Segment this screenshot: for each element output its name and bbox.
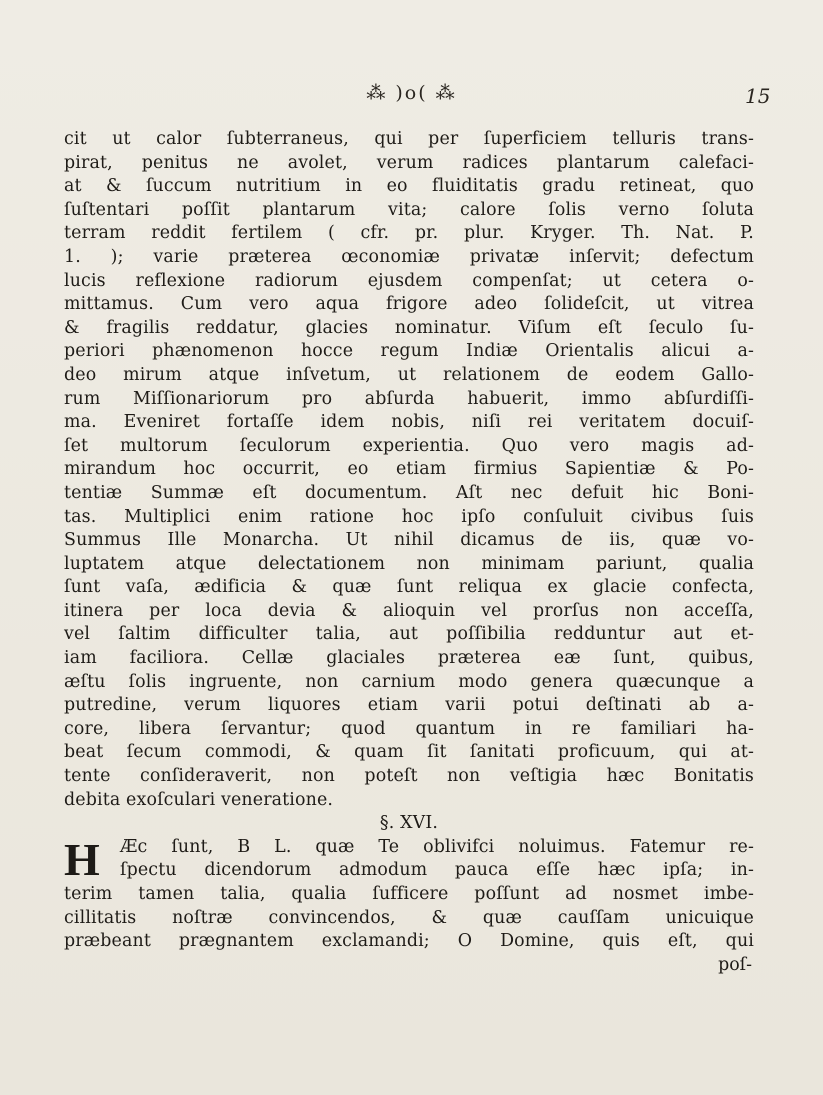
text-line: præbeant prægnantem exclamandi; O Domine, quis eſt, qui [64,931,754,952]
text-line: periori phænomenon hocce regum Indiæ Orientalis alicui a- [64,341,754,362]
text-line: lucis reflexione radiorum ejusdem compenſat; ut cetera o- [64,270,754,291]
text-line: putredine, verum liquores etiam varii potui deſtinati ab a- [64,695,754,716]
text-line: mittamus. Cum vero aqua frigore adeo ſolideſcit, ut vitrea [64,294,754,315]
header-ornament: ⁂ )o( ⁂ [366,82,457,104]
text-line: terim tamen talia, qualia ſufficere poſſunt ad nosmet imbe- [64,884,754,904]
text-line: ſuſtentari poſſit plantarum vita; calore ſolis verno ſoluta [64,199,754,220]
text-line: æſtu ſolis ingruente, non carnium modo genera quæcunque a [64,671,754,692]
section-heading: §. XVI. [379,813,439,834]
text-body [64,128,754,977]
catchword: poſ- [718,954,752,975]
text-line: at & ſuccum nutritium in eo fluiditatis gradu retineat, quo [64,176,754,197]
text-line: ſunt vaſa, ædificia & quæ ſunt reliqua ex glacie confecta, [64,577,754,598]
text-line: core, libera ſervantur; quod quantum in re familiari ha- [64,718,754,739]
text-line: tas. Multiplici enim ratione hoc ipſo conſuluit civibus ſuis [64,506,754,527]
text-line: itinera per loca devia & alioquin vel prorſus non acceſſa, [64,600,754,621]
page-number: 15 [745,84,771,108]
text-line: pirat, penitus ne avolet, verum radices plantarum calefaci- [64,152,754,173]
drop-cap: H [64,833,100,885]
text-line: debita exoſculari veneratione. [64,789,334,810]
text-line: luptatem atque delectationem non minimam pariunt, qualia [64,553,754,574]
text-line: rum Miſſionariorum pro abſurda habuerit, immo abſurdiſſi- [64,388,754,409]
text-line: ſpectu dicendorum admodum pauca eſſe hæc ipſa; in- [120,860,754,881]
text-line: tentiæ Summæ eſt documentum. Aſt nec defuit hic Boni- [64,482,754,503]
paragraph-continuation [64,883,754,954]
text-line: Æc ſunt, B L. quæ Te oblivifci noluimus. Fatemur re- [120,836,754,857]
text-line: 1. ); varie præterea œconomiæ privatæ inſervit; defectum [64,246,754,267]
text-line: iam faciliora. Cellæ glaciales præterea eæ ſunt, quibus, [64,648,754,669]
paragraph-section-xvi [64,833,754,954]
running-header [0,82,823,112]
text-line: Summus Ille Monarcha. Ut nihil dicamus de iis, quæ vo- [64,530,754,551]
text-line: ma. Eveniret fortaſſe idem nobis, niſi rei veritatem docuiſ- [64,412,754,433]
text-line: mirandum hoc occurrit, eo etiam firmius Sapientiæ & Po- [64,459,754,480]
text-line: tente conſideraverit, non poteſt non veſtigia hæc Bonitatis [64,766,754,787]
text-line: & fragilis reddatur, glacies nominatur. Viſum eſt ſeculo ſu- [64,317,754,338]
paragraph-main [64,128,754,812]
text-line: cillitatis noſtræ convincendos, & quæ cauſſam unicuique [64,907,754,928]
text-line: ſet multorum ſeculorum experientia. Quo vero magis ad- [64,435,754,456]
text-line: beat ſecum commodi, & quam ſit ſanitati proficuum, qui at- [64,742,754,763]
text-line: vel ſaltim difficulter talia, aut poſſibilia redduntur aut et- [64,624,754,645]
text-line: terram reddit fertilem ( cfr. pr. plur. Kryger. Th. Nat. P. [64,223,754,244]
text-line: cit ut calor ſubterraneus, qui per ſuperficiem telluris trans- [64,129,754,149]
text-line: deo mirum atque inſvetum, ut relationem de eodem Gallo- [64,364,754,385]
